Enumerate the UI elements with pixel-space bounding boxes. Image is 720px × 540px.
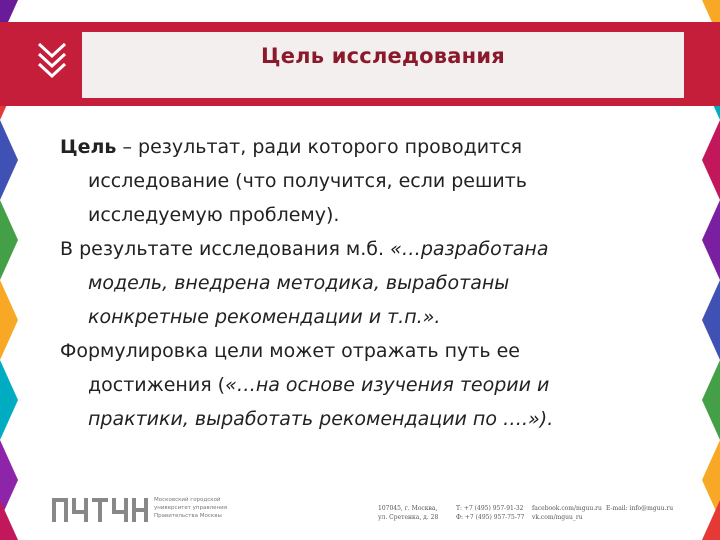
facebook-link[interactable]: facebook.com/mguu.ru bbox=[532, 505, 602, 512]
university-name-line: Правительства Москвы bbox=[154, 513, 222, 519]
vk-link[interactable]: vk.com/mguu_ru bbox=[532, 514, 583, 521]
phone-line: Т: +7 (495) 957-91-32 bbox=[456, 505, 524, 512]
text-line: исследование (что получится, если решить bbox=[88, 170, 527, 192]
text-fragment: – результат, ради которого проводится bbox=[116, 136, 523, 158]
double-chevron-down-icon bbox=[36, 36, 68, 84]
text-line bbox=[60, 368, 670, 402]
italic-line: конкретные рекомендации и т.п.». bbox=[88, 306, 441, 328]
footer bbox=[0, 494, 720, 534]
formulation-paragraph bbox=[60, 334, 670, 436]
email-link[interactable]: E-mail: info@mguu.ru bbox=[606, 505, 674, 512]
term-goal: Цель bbox=[60, 136, 117, 158]
right-triangle bbox=[702, 200, 720, 280]
text-fragment: достижения ( bbox=[88, 374, 226, 396]
text-line bbox=[60, 130, 670, 164]
footer-phones bbox=[456, 504, 524, 522]
address-line: 107045, г. Москва, bbox=[378, 505, 438, 512]
left-triangle bbox=[0, 280, 18, 360]
fax-line: Ф: +7 (495) 957-75-77 bbox=[456, 514, 525, 521]
text-line bbox=[60, 232, 670, 266]
university-name-line: университет управления bbox=[154, 505, 228, 511]
address-line: ул. Сретенка, д. 28 bbox=[378, 514, 439, 521]
result-paragraph bbox=[60, 232, 670, 334]
title-box bbox=[82, 32, 684, 98]
right-triangle bbox=[702, 360, 720, 440]
italic-line: модель, внедрена методика, выработаны bbox=[88, 272, 510, 294]
right-triangle bbox=[702, 120, 720, 200]
footer-email bbox=[606, 504, 673, 513]
left-triangle bbox=[0, 360, 18, 440]
text-line: исследуемую проблему). bbox=[88, 204, 340, 226]
italic-fragment: «…разработана bbox=[390, 238, 549, 260]
definition-paragraph bbox=[60, 130, 670, 232]
university-name-line: Московский городской bbox=[154, 497, 221, 503]
italic-line: практики, выработать рекомендации по ….»). bbox=[88, 408, 554, 430]
slide-title: Цель исследования bbox=[261, 44, 505, 68]
text-line: Формулировка цели может отражать путь ее bbox=[60, 340, 520, 362]
slide-body bbox=[60, 130, 670, 436]
left-triangle bbox=[0, 120, 18, 200]
text-fragment: В результате исследования м.б. bbox=[60, 238, 391, 260]
university-name bbox=[154, 496, 254, 520]
left-triangle bbox=[0, 200, 18, 280]
footer-social bbox=[532, 504, 602, 522]
right-triangle bbox=[702, 280, 720, 360]
university-logo-icon bbox=[52, 498, 148, 522]
footer-address bbox=[378, 504, 438, 522]
italic-fragment: «…на основе изучения теории и bbox=[225, 374, 550, 396]
